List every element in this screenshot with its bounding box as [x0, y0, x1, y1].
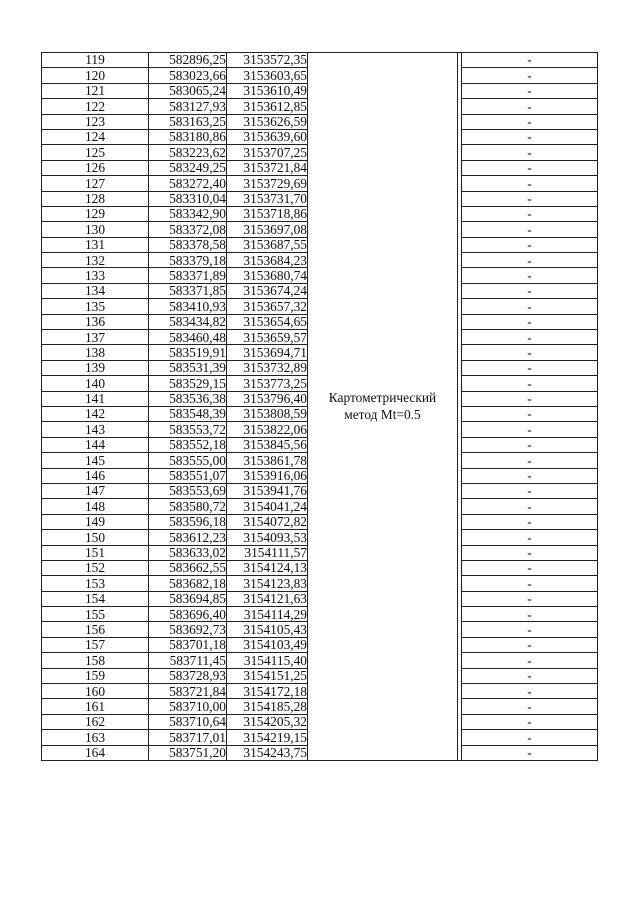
- note-cell: -: [462, 83, 598, 98]
- note-cell: -: [462, 607, 598, 622]
- x-coordinate-cell: 583434,82: [149, 314, 227, 329]
- x-coordinate-cell: 583701,18: [149, 637, 227, 652]
- y-coordinate-cell: 3153626,59: [227, 114, 308, 129]
- y-coordinate-cell: 3154185,28: [227, 699, 308, 714]
- point-number-cell: 151: [42, 545, 149, 560]
- point-number-cell: 130: [42, 222, 149, 237]
- note-cell: -: [462, 145, 598, 160]
- note-cell: -: [462, 406, 598, 421]
- x-coordinate-cell: 582896,25: [149, 53, 227, 68]
- y-coordinate-cell: 3154121,63: [227, 591, 308, 606]
- y-coordinate-cell: 3153659,57: [227, 330, 308, 345]
- note-cell: -: [462, 53, 598, 68]
- y-coordinate-cell: 3153941,76: [227, 483, 308, 498]
- point-number-cell: 120: [42, 68, 149, 83]
- x-coordinate-cell: 583065,24: [149, 83, 227, 98]
- note-cell: -: [462, 314, 598, 329]
- point-number-cell: 156: [42, 622, 149, 637]
- note-cell: -: [462, 376, 598, 391]
- x-coordinate-cell: 583310,04: [149, 191, 227, 206]
- point-number-cell: 158: [42, 653, 149, 668]
- x-coordinate-cell: 583553,72: [149, 422, 227, 437]
- note-cell: -: [462, 622, 598, 637]
- point-number-cell: 142: [42, 406, 149, 421]
- note-cell: -: [462, 545, 598, 560]
- x-coordinate-cell: 583519,91: [149, 345, 227, 360]
- point-number-cell: 136: [42, 314, 149, 329]
- point-number-cell: 128: [42, 191, 149, 206]
- x-coordinate-cell: 583692,73: [149, 622, 227, 637]
- x-coordinate-cell: 583612,23: [149, 530, 227, 545]
- x-coordinate-cell: 583682,18: [149, 576, 227, 591]
- x-coordinate-cell: 583342,90: [149, 206, 227, 221]
- note-cell: -: [462, 360, 598, 375]
- point-number-cell: 125: [42, 145, 149, 160]
- point-number-cell: 129: [42, 206, 149, 221]
- y-coordinate-cell: 3153639,60: [227, 129, 308, 144]
- point-number-cell: 121: [42, 83, 149, 98]
- y-coordinate-cell: 3153796,40: [227, 391, 308, 406]
- note-cell: -: [462, 206, 598, 221]
- y-coordinate-cell: 3153729,69: [227, 176, 308, 191]
- x-coordinate-cell: 583710,64: [149, 714, 227, 729]
- note-cell: -: [462, 499, 598, 514]
- note-cell: -: [462, 330, 598, 345]
- x-coordinate-cell: 583580,72: [149, 499, 227, 514]
- note-cell: -: [462, 391, 598, 406]
- x-coordinate-cell: 583460,48: [149, 330, 227, 345]
- y-coordinate-cell: 3154105,43: [227, 622, 308, 637]
- y-coordinate-cell: 3153861,78: [227, 453, 308, 468]
- y-coordinate-cell: 3153916,06: [227, 468, 308, 483]
- point-number-cell: 163: [42, 730, 149, 745]
- x-coordinate-cell: 583536,38: [149, 391, 227, 406]
- note-cell: -: [462, 160, 598, 175]
- note-cell: -: [462, 283, 598, 298]
- note-cell: -: [462, 668, 598, 683]
- x-coordinate-cell: 583696,40: [149, 607, 227, 622]
- x-coordinate-cell: 583529,15: [149, 376, 227, 391]
- point-number-cell: 150: [42, 530, 149, 545]
- x-coordinate-cell: 583548,39: [149, 406, 227, 421]
- point-number-cell: 133: [42, 268, 149, 283]
- point-number-cell: 127: [42, 176, 149, 191]
- note-cell: -: [462, 684, 598, 699]
- note-cell: -: [462, 253, 598, 268]
- y-coordinate-cell: 3154205,32: [227, 714, 308, 729]
- point-number-cell: 119: [42, 53, 149, 68]
- note-cell: -: [462, 114, 598, 129]
- y-coordinate-cell: 3153612,85: [227, 99, 308, 114]
- note-cell: -: [462, 222, 598, 237]
- note-cell: -: [462, 68, 598, 83]
- y-coordinate-cell: 3154115,40: [227, 653, 308, 668]
- x-coordinate-cell: 583372,08: [149, 222, 227, 237]
- x-coordinate-cell: 583410,93: [149, 299, 227, 314]
- point-number-cell: 162: [42, 714, 149, 729]
- y-coordinate-cell: 3154243,75: [227, 745, 308, 760]
- y-coordinate-cell: 3154172,18: [227, 684, 308, 699]
- table-row: [42, 53, 598, 68]
- coordinates-table-body: [42, 53, 598, 761]
- y-coordinate-cell: 3153731,70: [227, 191, 308, 206]
- x-coordinate-cell: 583552,18: [149, 437, 227, 452]
- point-number-cell: 164: [42, 745, 149, 760]
- point-number-cell: 140: [42, 376, 149, 391]
- y-coordinate-cell: 3154124,13: [227, 560, 308, 575]
- x-coordinate-cell: 583717,01: [149, 730, 227, 745]
- method-line-2: метод Mt=0.5: [344, 407, 421, 423]
- y-coordinate-cell: 3154111,57: [227, 545, 308, 560]
- y-coordinate-cell: 3153822,06: [227, 422, 308, 437]
- note-cell: -: [462, 345, 598, 360]
- point-number-cell: 123: [42, 114, 149, 129]
- x-coordinate-cell: 583127,93: [149, 99, 227, 114]
- y-coordinate-cell: 3154219,15: [227, 730, 308, 745]
- x-coordinate-cell: 583711,45: [149, 653, 227, 668]
- y-coordinate-cell: 3153654,65: [227, 314, 308, 329]
- y-coordinate-cell: 3153680,74: [227, 268, 308, 283]
- y-coordinate-cell: 3153657,32: [227, 299, 308, 314]
- x-coordinate-cell: 583551,07: [149, 468, 227, 483]
- y-coordinate-cell: 3153707,25: [227, 145, 308, 160]
- y-coordinate-cell: 3153845,56: [227, 437, 308, 452]
- y-coordinate-cell: 3153697,08: [227, 222, 308, 237]
- note-cell: -: [462, 437, 598, 452]
- point-number-cell: 155: [42, 607, 149, 622]
- y-coordinate-cell: 3153718,86: [227, 206, 308, 221]
- note-cell: -: [462, 591, 598, 606]
- point-number-cell: 139: [42, 360, 149, 375]
- y-coordinate-cell: 3154114,29: [227, 607, 308, 622]
- x-coordinate-cell: 583023,66: [149, 68, 227, 83]
- x-coordinate-cell: 583728,93: [149, 668, 227, 683]
- y-coordinate-cell: 3153732,89: [227, 360, 308, 375]
- y-coordinate-cell: 3153687,55: [227, 237, 308, 252]
- point-number-cell: 154: [42, 591, 149, 606]
- note-cell: -: [462, 653, 598, 668]
- y-coordinate-cell: 3153603,65: [227, 68, 308, 83]
- point-number-cell: 148: [42, 499, 149, 514]
- coordinates-table: [41, 52, 598, 761]
- y-coordinate-cell: 3153773,25: [227, 376, 308, 391]
- point-number-cell: 138: [42, 345, 149, 360]
- point-number-cell: 144: [42, 437, 149, 452]
- note-cell: -: [462, 99, 598, 114]
- x-coordinate-cell: 583378,58: [149, 237, 227, 252]
- note-cell: -: [462, 468, 598, 483]
- x-coordinate-cell: 583555,00: [149, 453, 227, 468]
- note-cell: -: [462, 299, 598, 314]
- point-number-cell: 135: [42, 299, 149, 314]
- x-coordinate-cell: 583163,25: [149, 114, 227, 129]
- method-line-1: Картометрический: [328, 390, 437, 406]
- note-cell: -: [462, 453, 598, 468]
- x-coordinate-cell: 583371,85: [149, 283, 227, 298]
- note-cell: -: [462, 745, 598, 760]
- note-cell: -: [462, 422, 598, 437]
- y-coordinate-cell: 3153674,24: [227, 283, 308, 298]
- x-coordinate-cell: 583710,00: [149, 699, 227, 714]
- point-number-cell: 126: [42, 160, 149, 175]
- x-coordinate-cell: 583379,18: [149, 253, 227, 268]
- x-coordinate-cell: 583694,85: [149, 591, 227, 606]
- note-cell: -: [462, 730, 598, 745]
- point-number-cell: 146: [42, 468, 149, 483]
- point-number-cell: 149: [42, 514, 149, 529]
- note-cell: -: [462, 268, 598, 283]
- x-coordinate-cell: 583249,25: [149, 160, 227, 175]
- y-coordinate-cell: 3153572,35: [227, 53, 308, 68]
- method-cell: [308, 53, 458, 761]
- y-coordinate-cell: 3153610,49: [227, 83, 308, 98]
- x-coordinate-cell: 583223,62: [149, 145, 227, 160]
- note-cell: -: [462, 576, 598, 591]
- y-coordinate-cell: 3154041,24: [227, 499, 308, 514]
- point-number-cell: 124: [42, 129, 149, 144]
- note-cell: -: [462, 560, 598, 575]
- point-number-cell: 160: [42, 684, 149, 699]
- note-cell: -: [462, 714, 598, 729]
- point-number-cell: 153: [42, 576, 149, 591]
- note-cell: -: [462, 530, 598, 545]
- x-coordinate-cell: 583180,86: [149, 129, 227, 144]
- y-coordinate-cell: 3153684,23: [227, 253, 308, 268]
- x-coordinate-cell: 583596,18: [149, 514, 227, 529]
- point-number-cell: 122: [42, 99, 149, 114]
- x-coordinate-cell: 583751,20: [149, 745, 227, 760]
- point-number-cell: 159: [42, 668, 149, 683]
- point-number-cell: 157: [42, 637, 149, 652]
- y-coordinate-cell: 3154123,83: [227, 576, 308, 591]
- point-number-cell: 147: [42, 483, 149, 498]
- x-coordinate-cell: 583662,55: [149, 560, 227, 575]
- point-number-cell: 132: [42, 253, 149, 268]
- y-coordinate-cell: 3154093,53: [227, 530, 308, 545]
- note-cell: -: [462, 237, 598, 252]
- y-coordinate-cell: 3154072,82: [227, 514, 308, 529]
- point-number-cell: 141: [42, 391, 149, 406]
- y-coordinate-cell: 3154151,25: [227, 668, 308, 683]
- y-coordinate-cell: 3154103,49: [227, 637, 308, 652]
- x-coordinate-cell: 583721,84: [149, 684, 227, 699]
- y-coordinate-cell: 3153808,59: [227, 406, 308, 421]
- point-number-cell: 131: [42, 237, 149, 252]
- x-coordinate-cell: 583371,89: [149, 268, 227, 283]
- point-number-cell: 143: [42, 422, 149, 437]
- point-number-cell: 134: [42, 283, 149, 298]
- x-coordinate-cell: 583633,02: [149, 545, 227, 560]
- note-cell: -: [462, 191, 598, 206]
- point-number-cell: 145: [42, 453, 149, 468]
- note-cell: -: [462, 699, 598, 714]
- x-coordinate-cell: 583531,39: [149, 360, 227, 375]
- x-coordinate-cell: 583553,69: [149, 483, 227, 498]
- note-cell: -: [462, 483, 598, 498]
- y-coordinate-cell: 3153694,71: [227, 345, 308, 360]
- point-number-cell: 152: [42, 560, 149, 575]
- note-cell: -: [462, 637, 598, 652]
- point-number-cell: 137: [42, 330, 149, 345]
- point-number-cell: 161: [42, 699, 149, 714]
- note-cell: -: [462, 514, 598, 529]
- note-cell: -: [462, 176, 598, 191]
- note-cell: -: [462, 129, 598, 144]
- y-coordinate-cell: 3153721,84: [227, 160, 308, 175]
- x-coordinate-cell: 583272,40: [149, 176, 227, 191]
